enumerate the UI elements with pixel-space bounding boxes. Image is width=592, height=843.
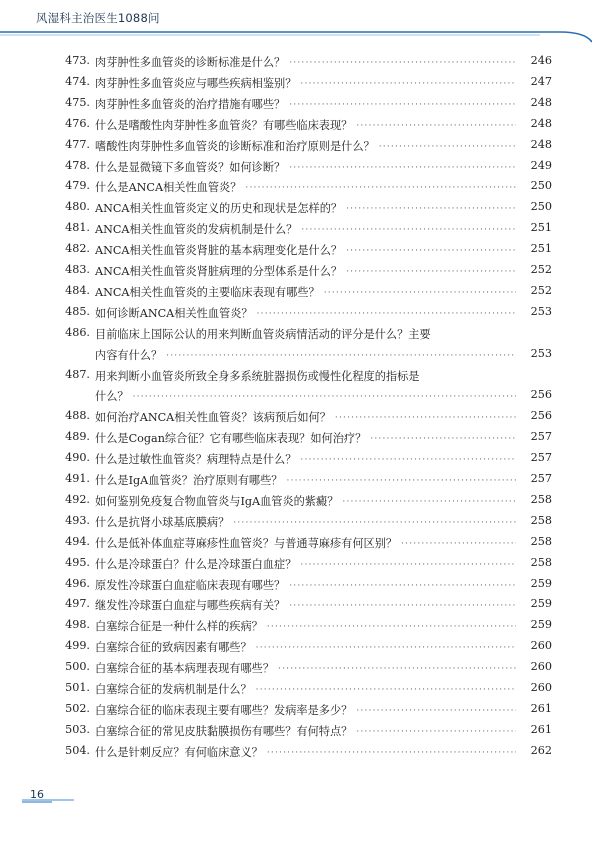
toc-entry[interactable] (0, 159, 592, 180)
entry-number: 486. (65, 325, 90, 339)
entry-page-number: 250 (530, 179, 552, 193)
entry-title: 白塞综合征的发病机制是什么？ (95, 683, 252, 696)
entry-page-number: 258 (530, 555, 552, 569)
entry-number: 493. (65, 513, 90, 527)
toc-entry[interactable] (0, 221, 592, 242)
entry-title: 用来判断小血管炎所致全身多系统脏器损伤或慢性化程度的指标是 (95, 369, 420, 383)
toc-entry[interactable] (0, 96, 592, 117)
toc-entry[interactable] (0, 200, 592, 221)
entry-number: 488. (65, 409, 90, 423)
toc-entry[interactable] (0, 493, 592, 514)
entry-title: 白塞综合征是一种什么样的疾病？ (95, 620, 263, 634)
dot-leader (346, 204, 516, 214)
entry-title: 白塞综合征的临床表现主要有哪些？发病率是多少？ (95, 703, 353, 717)
entry-title: 什么是过敏性血管炎？病理特点是什么？ (95, 453, 297, 467)
entry-page-number: 256 (530, 409, 552, 423)
entry-number: 495. (65, 555, 90, 569)
entry-page-number: 246 (530, 54, 552, 67)
toc-entry[interactable] (0, 326, 592, 368)
toc-entry[interactable] (0, 514, 592, 535)
entry-title-continued: 内容有什么？ (95, 348, 163, 362)
entry-title: ANCA相关性血管炎的发病机制是什么？ (95, 223, 298, 237)
dot-leader (300, 560, 516, 570)
toc-entry[interactable] (0, 409, 592, 430)
entry-number: 481. (65, 221, 90, 235)
toc-entry[interactable] (0, 305, 592, 326)
entry-page-number: 250 (530, 200, 552, 214)
dot-leader (379, 142, 516, 152)
toc-entry[interactable] (0, 117, 592, 138)
entry-title: 目前临床上国际公认的用来判断血管炎病情活动的评分是什么？主要 (95, 327, 431, 341)
entry-title: ANCA相关性血管炎肾脏病理的分型体系是什么？ (95, 265, 343, 278)
dot-leader (356, 121, 516, 131)
entry-number: 480. (65, 200, 90, 214)
toc-entry[interactable] (0, 75, 592, 96)
dot-leader (356, 706, 516, 716)
toc-entry[interactable] (0, 54, 592, 75)
entry-number: 473. (65, 54, 90, 67)
entry-title: 什么是嗜酸性肉芽肿性多血管炎？有哪些临床表现？ (95, 118, 353, 132)
entry-number: 476. (65, 116, 90, 130)
entry-number: 489. (65, 430, 90, 444)
entry-page-number: 257 (530, 472, 552, 485)
entry-number: 482. (65, 242, 90, 256)
entry-page-number: 258 (530, 513, 552, 527)
toc-entry[interactable] (0, 618, 592, 639)
entry-number: 497. (65, 597, 90, 611)
entry-number: 504. (65, 743, 90, 757)
dot-leader (133, 392, 516, 402)
entry-page-number: 248 (530, 116, 552, 130)
toc-entry[interactable] (0, 723, 592, 744)
entry-number: 484. (65, 283, 90, 297)
entry-title: 肉芽肿性多血管炎的诊断标准是什么？ (95, 56, 286, 69)
entry-number: 478. (65, 158, 90, 172)
entry-title: 白塞综合征的致病因素有哪些？ (95, 641, 252, 655)
toc-entry[interactable] (0, 556, 592, 577)
dot-leader (346, 246, 516, 256)
entry-number: 498. (65, 618, 90, 632)
toc-entry[interactable] (0, 535, 592, 556)
entry-title: 肉芽肿性多血管炎应与哪些疾病相鉴别？ (95, 76, 297, 90)
entry-page-number: 259 (530, 618, 552, 632)
toc-entry[interactable] (0, 179, 592, 200)
entry-title: 什么是针刺反应？有何临床意义？ (95, 745, 263, 759)
header-rule (0, 30, 592, 44)
entry-title: 什么是抗肾小球基底膜病？ (95, 515, 230, 529)
entry-page-number: 259 (530, 576, 552, 590)
toc-entry[interactable] (0, 368, 592, 410)
dot-leader (245, 183, 516, 193)
footer-rule (22, 797, 74, 803)
entry-number: 487. (65, 367, 90, 381)
dot-leader (289, 581, 516, 591)
entry-page-number: 260 (530, 681, 552, 694)
entry-page-number: 260 (530, 660, 552, 674)
dot-leader (256, 643, 516, 653)
dot-leader (233, 518, 516, 528)
entry-page-number: 253 (530, 304, 552, 318)
toc-entry[interactable] (0, 702, 592, 723)
dot-leader (289, 100, 516, 110)
entry-page-number: 260 (530, 639, 552, 653)
entry-number: 483. (65, 263, 90, 276)
entry-title: ANCA相关性血管炎的主要临床表现有哪些？ (95, 285, 320, 299)
entry-number: 501. (65, 681, 90, 694)
toc-entry[interactable] (0, 284, 592, 305)
dot-leader (257, 309, 516, 319)
entry-title: 原发性冷球蛋白血症临床表现有哪些？ (95, 578, 286, 592)
entry-title: 肉芽肿性多血管炎的治疗措施有哪些？ (95, 97, 286, 111)
entry-title: 如何鉴别免疫复合物血管炎与IgA血管炎的紫癜？ (95, 494, 339, 508)
dot-leader (286, 476, 516, 486)
dot-leader (401, 539, 516, 549)
entry-title: 什么是Cogan综合征？它有哪些临床表现？如何治疗？ (95, 432, 367, 446)
page-number: 16 (30, 788, 44, 801)
entry-number: 500. (65, 660, 90, 674)
dot-leader (166, 351, 516, 361)
dot-leader (278, 664, 516, 674)
dot-leader (267, 748, 516, 758)
entry-number: 475. (65, 95, 90, 109)
dot-leader (289, 601, 516, 611)
entry-title: 什么是显微镜下多血管炎？如何诊断？ (95, 160, 286, 174)
page-header (0, 0, 592, 40)
dot-leader (342, 497, 516, 507)
entry-page-number: 249 (530, 158, 552, 172)
entry-title: 白塞综合征的常见皮肤黏膜损伤有哪些？有何特点？ (95, 724, 353, 738)
entry-number: 485. (65, 304, 90, 318)
toc-entry[interactable] (0, 451, 592, 472)
entry-page-number: 261 (530, 701, 552, 715)
dot-leader (346, 267, 516, 277)
entry-page-number: 258 (530, 534, 552, 548)
dot-leader (301, 225, 516, 235)
entry-title: 什么是IgA血管炎？治疗原则有哪些？ (95, 474, 283, 487)
dot-leader (324, 288, 516, 298)
entry-number: 479. (65, 179, 90, 193)
toc-entry[interactable] (0, 472, 592, 493)
entry-page-number: 257 (530, 430, 552, 444)
entry-title: 如何治疗ANCA相关性血管炎？该病预后如何？ (95, 411, 331, 425)
entry-page-number: 251 (530, 242, 552, 256)
entry-page-number: 251 (530, 221, 552, 235)
toc-entry[interactable] (0, 660, 592, 681)
entry-number: 474. (65, 74, 90, 88)
entry-number: 503. (65, 722, 90, 736)
toc-entry[interactable] (0, 242, 592, 263)
toc-entry[interactable] (0, 263, 592, 284)
entry-page-number: 252 (530, 263, 552, 276)
toc-entry[interactable] (0, 681, 592, 702)
entry-number: 502. (65, 701, 90, 715)
entry-title: 继发性冷球蛋白血症与哪些疾病有关？ (95, 599, 286, 613)
entry-number: 499. (65, 639, 90, 653)
entry-page-number: 261 (530, 722, 552, 736)
entry-page-number: 257 (530, 451, 552, 465)
dot-leader (256, 685, 516, 695)
entry-title: 什么是冷球蛋白？什么是冷球蛋白血症？ (95, 557, 297, 571)
entry-number: 494. (65, 534, 90, 548)
entry-page-number: 247 (530, 74, 552, 88)
entry-number: 492. (65, 492, 90, 506)
toc-entry[interactable] (0, 597, 592, 618)
entry-title: ANCA相关性血管炎肾脏的基本病理变化是什么？ (95, 244, 343, 258)
dot-leader (370, 434, 516, 444)
entry-title-continued: 什么？ (95, 390, 129, 404)
entry-page-number: 253 (530, 346, 552, 360)
toc-entry[interactable] (0, 430, 592, 451)
entry-page-number: 259 (530, 597, 552, 611)
entry-title: 嗜酸性肉芽肿性多血管炎的诊断标准和治疗原则是什么？ (95, 139, 375, 153)
dot-leader (356, 727, 516, 737)
entry-page-number: 258 (530, 492, 552, 506)
dot-leader (300, 455, 516, 465)
entry-number: 490. (65, 451, 90, 465)
toc-entry[interactable] (0, 744, 592, 765)
entry-number: 491. (65, 472, 90, 485)
dot-leader (289, 163, 516, 173)
entry-number: 496. (65, 576, 90, 590)
entry-title: 什么是ANCA相关性血管炎？ (95, 181, 242, 195)
toc-entry[interactable] (0, 577, 592, 598)
toc-entry[interactable] (0, 639, 592, 660)
dot-leader (335, 413, 516, 423)
dot-leader (300, 79, 516, 89)
entry-page-number: 248 (530, 137, 552, 151)
entry-title: 什么是低补体血症荨麻疹性血管炎？与普通荨麻疹有何区别？ (95, 536, 398, 550)
entry-number: 477. (65, 137, 90, 151)
toc-entry[interactable] (0, 138, 592, 159)
entry-page-number: 248 (530, 95, 552, 109)
entry-page-number: 256 (530, 388, 552, 402)
dot-leader (267, 622, 516, 632)
dot-leader (289, 58, 516, 68)
entry-page-number: 252 (530, 283, 552, 297)
entry-title: ANCA相关性血管炎定义的历史和现状是怎样的？ (95, 202, 343, 216)
entry-title: 如何诊断ANCA相关性血管炎？ (95, 306, 253, 320)
entry-title: 白塞综合征的基本病理表现有哪些？ (95, 662, 275, 676)
book-title: 风湿科主治医生1088问 (36, 11, 160, 25)
entry-page-number: 262 (530, 743, 552, 757)
